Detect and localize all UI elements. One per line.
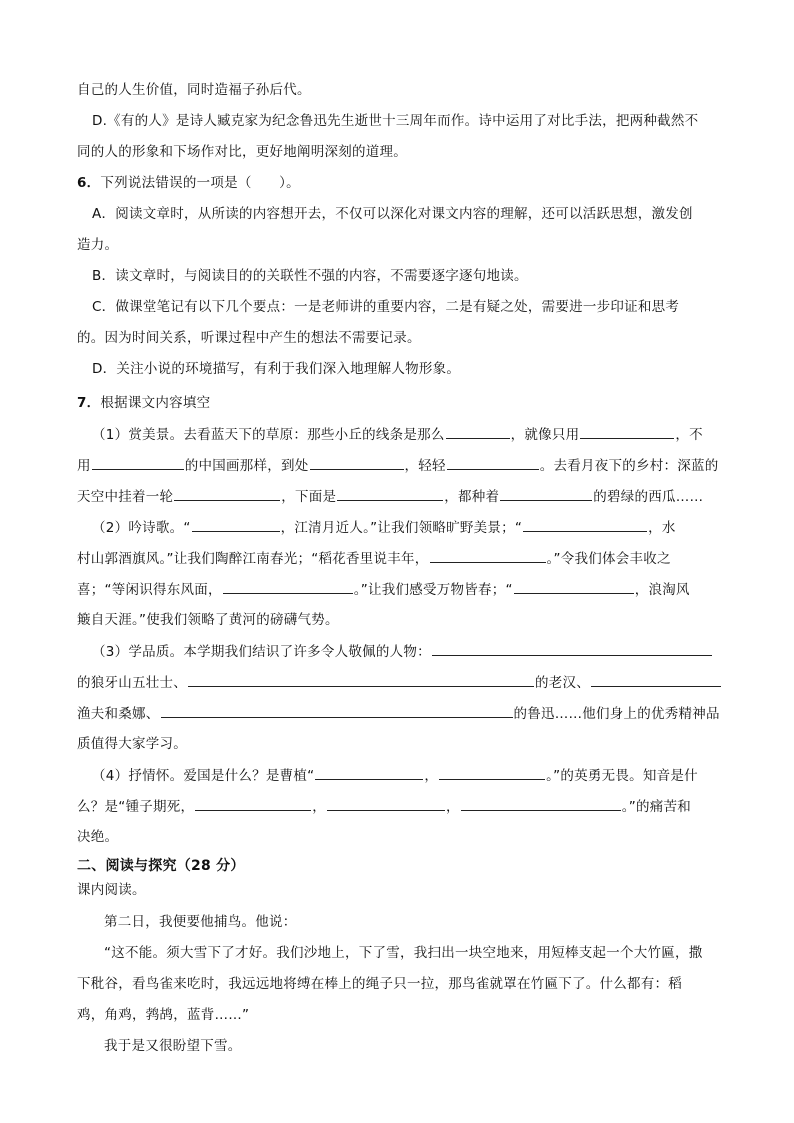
answer-blank[interactable]	[461, 796, 621, 811]
option-d-line	[92, 111, 752, 131]
passage-line	[77, 974, 752, 994]
text-span: 同的人的形象和下场作对比，更好地阐明深刻的道理。	[77, 144, 407, 160]
text-line	[77, 142, 752, 162]
text-span: 第二日，我便要他捕鸟。他说：	[104, 914, 297, 930]
text-span: 村山郭酒旗风。”让我们陶醉江南春光；“稻花香里说丰年，	[77, 551, 429, 567]
answer-blank[interactable]	[195, 796, 311, 811]
fill-line	[92, 424, 752, 444]
fill-line	[92, 517, 752, 537]
question-text: 根据课文内容填空	[100, 395, 211, 411]
passage-line	[104, 912, 752, 932]
passage-line	[104, 1036, 752, 1056]
text-span: （4）抒情怀。爱国是什么？是曹植“	[92, 768, 315, 784]
text-span: ，不	[675, 427, 703, 443]
option-d-line	[92, 359, 752, 379]
text-span: A．阅读文章时，从所读的内容想开去，不仅可以深化对课文内容的理解，还可以活跃思想，激发创	[92, 206, 693, 222]
text-line	[77, 610, 752, 630]
text-span: ，	[424, 768, 439, 784]
fill-line	[77, 796, 752, 816]
text-span: 质值得大家学习。	[77, 736, 187, 752]
question-7-stem	[77, 393, 752, 413]
answer-blank[interactable]	[591, 672, 721, 687]
answer-blank[interactable]	[514, 579, 634, 594]
text-span: ，轻轻	[404, 458, 446, 474]
text-span: 我于是又很盼望下雪。	[104, 1038, 242, 1054]
answer-blank[interactable]	[432, 641, 712, 656]
text-line	[77, 80, 752, 100]
answer-blank[interactable]	[447, 455, 539, 470]
fill-line	[92, 641, 752, 661]
text-span: ，	[312, 799, 326, 815]
text-span: 簸自天涯。”使我们领略了黄河的磅礴气势。	[77, 612, 339, 628]
text-span: 自己的人生价值，同时造福子孙后代。	[77, 82, 311, 98]
answer-blank[interactable]	[174, 486, 280, 501]
fill-line	[77, 455, 752, 475]
option-b-line	[92, 266, 752, 286]
question-number: 7．	[77, 395, 101, 411]
text-span: （2）吟诗歌。“	[92, 520, 191, 536]
text-line	[77, 880, 752, 900]
text-span: 决绝。	[77, 829, 119, 845]
text-span: 。”的英勇无畏。知音是什	[546, 768, 698, 784]
fill-line	[77, 548, 752, 568]
answer-blank[interactable]	[523, 517, 647, 532]
text-span: 天空中挂着一轮	[77, 489, 174, 505]
option-a-line	[92, 204, 752, 224]
text-span: 课内阅读。	[77, 882, 146, 898]
text-span: ，就像只用	[510, 427, 580, 443]
answer-blank[interactable]	[315, 765, 423, 780]
text-span: 的。因为时间关系，听课过程中产生的想法不需要记录。	[77, 330, 421, 346]
text-span: D.《有的人》是诗人臧克家为纪念鲁迅先生逝世十三周年而作。诗中运用了对比手法，把两种截然不	[92, 113, 699, 129]
text-span: 下秕谷，看鸟雀来吃时，我远远地将缚在棒上的绳子只一拉，那鸟雀就罩在竹匾下了。什么都有：稻	[77, 976, 682, 992]
text-span: （3）学品质。本学期我们结识了许多令人敬佩的人物：	[92, 644, 431, 660]
text-span: ，浪淘风	[634, 582, 690, 598]
text-span: C．做课堂笔记有以下几个要点：一是老师讲的重要内容，二是有疑之处，需要进一步印证和思考	[92, 299, 680, 315]
text-span: D．关注小说的环境描写，有利于我们深入地理解人物形象。	[92, 361, 461, 377]
text-span: 用	[77, 458, 91, 474]
option-c-line	[92, 297, 752, 317]
text-line	[77, 827, 752, 847]
answer-blank[interactable]	[223, 579, 353, 594]
text-span: 造力。	[77, 237, 119, 253]
answer-blank[interactable]	[580, 424, 674, 439]
text-span: 。”让我们感受万物皆春；“	[353, 582, 513, 598]
answer-blank[interactable]	[92, 455, 184, 470]
text-span: 么？是“锺子期死，	[77, 799, 195, 815]
text-span: 鸡，角鸡，鹁鸪，蓝背……”	[77, 1007, 250, 1023]
answer-blank[interactable]	[430, 548, 546, 563]
fill-line	[77, 703, 752, 723]
text-span: 。去看月夜下的乡村：深蓝的	[539, 458, 719, 474]
answer-blank[interactable]	[500, 486, 592, 501]
text-line	[77, 734, 752, 754]
text-line	[77, 328, 752, 348]
section-heading	[77, 856, 752, 876]
passage-line	[77, 1005, 752, 1025]
answer-blank[interactable]	[192, 517, 280, 532]
text-line	[77, 235, 752, 255]
text-span: 的中国画那样，到处	[184, 458, 309, 474]
answer-blank[interactable]	[439, 765, 545, 780]
text-span: ，	[446, 799, 460, 815]
text-span: ，都种着	[444, 489, 500, 505]
answer-blank[interactable]	[446, 424, 510, 439]
text-span: B．读文章时，与阅读目的的关联性不强的内容，不需要逐字逐句地读。	[92, 268, 528, 284]
fill-line	[92, 765, 752, 785]
fill-line	[77, 672, 752, 692]
text-span: ，水	[648, 520, 676, 536]
fill-line	[77, 579, 752, 599]
question-number: 6．	[77, 175, 101, 191]
answer-blank[interactable]	[310, 455, 404, 470]
text-span: “这不能。须大雪下了才好。我们沙地上，下了雪，我扫出一块空地来，用短棒支起一个大竹匾，撒	[104, 945, 703, 961]
fill-line	[77, 486, 752, 506]
answer-blank[interactable]	[188, 672, 534, 687]
text-span: 的碧绿的西瓜……	[593, 489, 704, 505]
text-span: 的老汉、	[535, 675, 590, 691]
question-text: 下列说法错误的一项是（ ）。	[100, 175, 300, 191]
text-span: ，江清月近人。”让我们领略旷野美景；“	[280, 520, 523, 536]
text-span: 。”令我们体会丰收之	[546, 551, 671, 567]
text-span: 二、阅读与探究（28 分）	[77, 858, 245, 874]
answer-blank[interactable]	[327, 796, 445, 811]
text-span: 的狼牙山五壮士、	[77, 675, 187, 691]
text-span: ，下面是	[281, 489, 337, 505]
answer-blank[interactable]	[161, 703, 513, 718]
text-span: 的鲁迅……他们身上的优秀精神品	[513, 706, 720, 722]
answer-blank[interactable]	[337, 486, 443, 501]
text-span: 。”的痛苦和	[621, 799, 691, 815]
text-span: 渔夫和桑娜、	[77, 706, 160, 722]
question-6-stem	[77, 173, 752, 193]
text-span: （1）赏美景。去看蓝天下的草原：那些小丘的线条是那么	[92, 427, 445, 443]
passage-line	[104, 943, 752, 963]
text-span: 喜；“等闲识得东风面，	[77, 582, 222, 598]
